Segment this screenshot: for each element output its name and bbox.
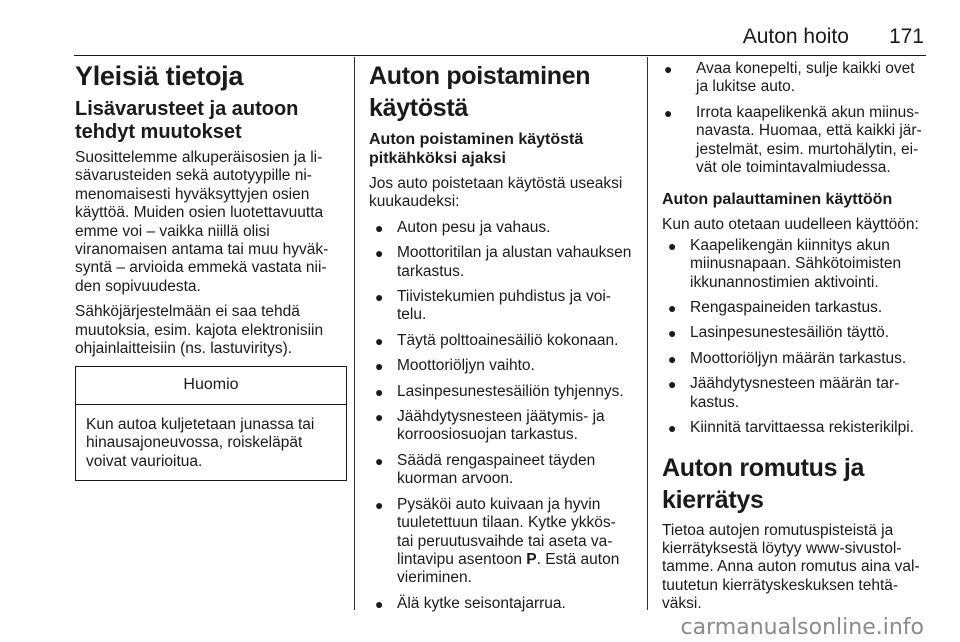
- list-item: ● Kiinnitä tarvittaessa rekisterikilpi.: [668, 419, 914, 437]
- subheading-accessories: Lisävarusteet ja autoon tehdyt muutokset: [75, 98, 299, 143]
- page-number: 171: [888, 25, 924, 48]
- bullet-icon: ●: [668, 237, 677, 254]
- storage-checklist-continued: [662, 60, 928, 177]
- section-heading-general: Yleisiä tietoja: [75, 61, 244, 91]
- bullet-icon: ●: [375, 219, 384, 236]
- header-rule: [74, 55, 926, 56]
- paragraph-storage-intro: Jos auto poistetaan käytöstä useaksi kuukaudeksi:: [369, 175, 623, 211]
- bullet-icon: ●: [375, 245, 384, 262]
- gear-position-p: P: [526, 550, 537, 568]
- bullet-icon: ●: [375, 452, 384, 469]
- column-1: [75, 60, 347, 481]
- section-heading-storage: Auton poistaminen käytöstä: [369, 62, 591, 122]
- paragraph-accessories: Suosittelemme alkuperäisosien ja lisävarusteiden sekä autotyypille nimenomaisesti hyväksyttyjen osien käyttöä. Muiden osien luotettavuutta emme voi – vaikka niillä olisi viranomaisen antama tai muu hyväksyntä – arvioida emmekä vastata niiden sopivuudesta.: [75, 149, 329, 295]
- list-item: ● Älä kytke seisontajarrua.: [375, 594, 566, 612]
- bullet-icon: ●: [668, 376, 677, 393]
- subheading-long-storage: Auton poistaminen käytöstä pitkähköksi ajaksi: [369, 131, 584, 167]
- list-item: ● Lasinpesunestesäiliön tyhjennys.: [375, 382, 624, 400]
- list-item: ● Jäähdytysnesteen määrän tarkastus.: [668, 375, 900, 411]
- list-item: ● Moottoriöljyn määrän tarkastus.: [668, 349, 907, 367]
- list-item: ● Irrota kaapelikenkä akun miinusnavasta. Huomaa, että kaikki järjestelmät, esim. murtohälytin, eivät ole toimintavalmiudessa.: [664, 103, 922, 177]
- paragraph-scrapping: Tietoa autojen romutuspisteistä ja kierrätyksestä löytyy www-sivustoltamme. Anna auton romutus aina valtuutetun kierrätyskeskuksen tehtäväksi.: [662, 521, 920, 613]
- bullet-icon: ●: [668, 420, 677, 437]
- bullet-icon: ●: [664, 61, 673, 77]
- return-checklist: [662, 237, 928, 438]
- list-item: ● Rengaspaineiden tarkastus.: [668, 299, 883, 317]
- bullet-icon: ●: [375, 289, 384, 306]
- column-divider-1: [354, 57, 355, 610]
- note-body: Kun autoa kuljetetaan junassa tai hinausajoneuvossa, roiskeläpät voivat vaurioitua.: [86, 415, 315, 470]
- bullet-icon: ●: [668, 325, 677, 342]
- column-divider-2: [647, 57, 648, 610]
- list-item: ● Pysäköi auto kuivaan ja hyvin tuuletettuun tilaan. Kytke ykkös- tai peruutusvaihde tai aseta valintavipu asentoon P. Estä auton vieriminen.: [375, 495, 620, 587]
- bullet-icon: ●: [375, 358, 384, 375]
- bullet-icon: ●: [375, 595, 384, 612]
- bullet-icon: ●: [664, 104, 673, 121]
- watermark: carmanualsonline.info: [680, 615, 924, 640]
- section-heading-scrapping: Auton romutus ja kierrätys: [662, 453, 865, 514]
- bullet-icon: ●: [668, 350, 677, 367]
- column-2: [369, 60, 634, 620]
- list-item: ● Avaa konepelti, sulje kaikki ovet ja lukitse auto.: [664, 60, 915, 96]
- list-item: ● Säädä rengaspaineet täyden kuorman arvoon.: [375, 451, 596, 488]
- page-header: [743, 25, 924, 49]
- bullet-icon: ●: [375, 332, 384, 349]
- section-title: Auton hoito: [742, 25, 849, 48]
- list-item: ● Moottoriöljyn vaihto.: [375, 357, 535, 375]
- bullet-icon: ●: [375, 496, 384, 513]
- note-title: Huomio: [76, 367, 346, 404]
- list-item: ● Tiivistekumien puhdistus ja voitelu.: [375, 288, 611, 324]
- bullet-icon: ●: [375, 383, 384, 400]
- list-item: ● Lasinpesunestesäiliön täyttö.: [668, 324, 890, 342]
- paragraph-electrical: Sähköjärjestelmään ei saa tehdä muutoksia, esim. kajota elektronisiin ohjainlaitteisiin (ns. lastuviritys).: [75, 303, 324, 358]
- paragraph-return-intro: Kun auto otetaan uudelleen käyttöön:: [662, 216, 919, 234]
- bullet-icon: ●: [668, 300, 677, 317]
- bullet-icon: ●: [375, 409, 384, 426]
- storage-checklist: [369, 219, 634, 613]
- list-item: ● Jäähdytysnesteen jäätymis- ja korroosiosuojan tarkastus.: [375, 408, 605, 444]
- subheading-return-to-service: Auton palauttaminen käyttöön: [662, 191, 893, 209]
- note-box: [75, 366, 347, 481]
- list-item: ● Moottoritilan ja alustan vahauksen tarkastus.: [375, 244, 632, 280]
- column-3: [662, 60, 928, 621]
- list-item: ● Kaapelikengän kiinnitys akun miinusnapaan. Sähkötoimisten ikkunannostimien aktivointi.: [668, 236, 902, 291]
- list-item: ● Täytä polttoainesäiliö kokonaan.: [375, 331, 619, 349]
- list-item: ● Auton pesu ja vahaus.: [375, 218, 551, 236]
